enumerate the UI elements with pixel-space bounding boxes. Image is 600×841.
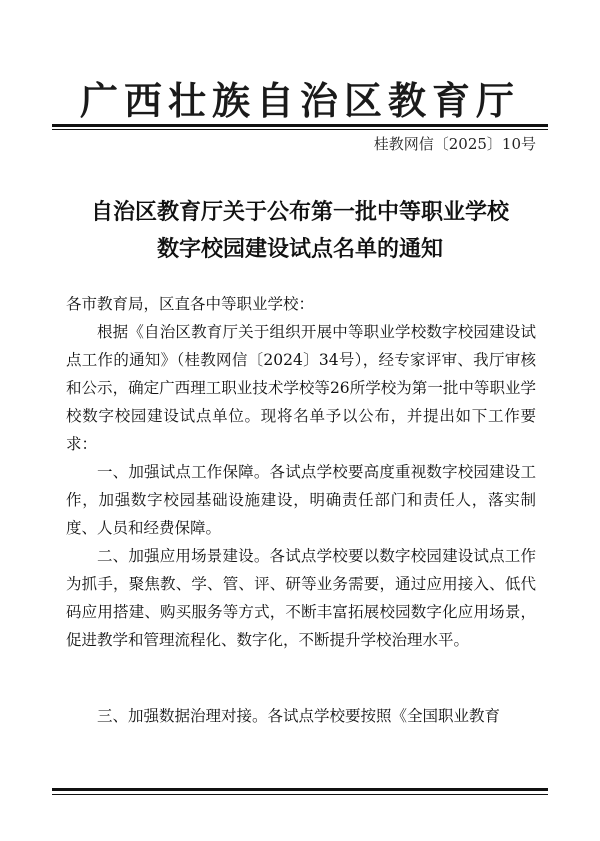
- document-title-line-2: 数字校园建设试点名单的通知: [156, 236, 443, 262]
- paragraph-requirement-2: 二、加强应用场景建设。各试点学校要以数字校园建设试点工作为抓手，聚焦教、学、管、评、研等业务需要，通过应用接入、低代码应用搭建、购买服务等方式，不断丰富拓展校园数字化应用场景，促进教学和管理流程化、数字化，不断提升学校治理水平。: [66, 547, 536, 649]
- issuing-authority-title: 广西壮族自治区教育厅: [79, 78, 520, 123]
- paragraph-requirement-1: 一、加强试点工作保障。各试点学校要高度重视数字校园建设工作，加强数字校园基础设施建设，明确责任部门和责任人，落实制度、人员和经费保障。: [66, 463, 536, 537]
- paragraph-requirement-3: 三、加强数据治理对接。各试点学校要按照《全国职业教育: [97, 707, 501, 725]
- header-rule-thick: [52, 124, 548, 127]
- footer-rule-thick: [52, 788, 548, 791]
- addressee: 各市教育局，区直各中等职业学校：: [66, 295, 315, 313]
- footer-rule-thin: [52, 794, 548, 795]
- document-title-line-1: 自治区教育厅关于公布第一批中等职业学校: [90, 199, 509, 225]
- header-rule-thin: [52, 129, 548, 130]
- paragraph-intro: 根据《自治区教育厅关于组织开展中等职业学校数字校园建设试点工作的通知》（桂教网信〔2024〕34号），经专家评审、我厅审核和公示，确定广西理工职业技术学校等26所学校为第一批中等职业学校数字校园建设试点单位。现将名单予以公布，并提出如下工作要求：: [66, 323, 536, 453]
- document-number: 桂教网信〔2025〕10号: [373, 135, 536, 153]
